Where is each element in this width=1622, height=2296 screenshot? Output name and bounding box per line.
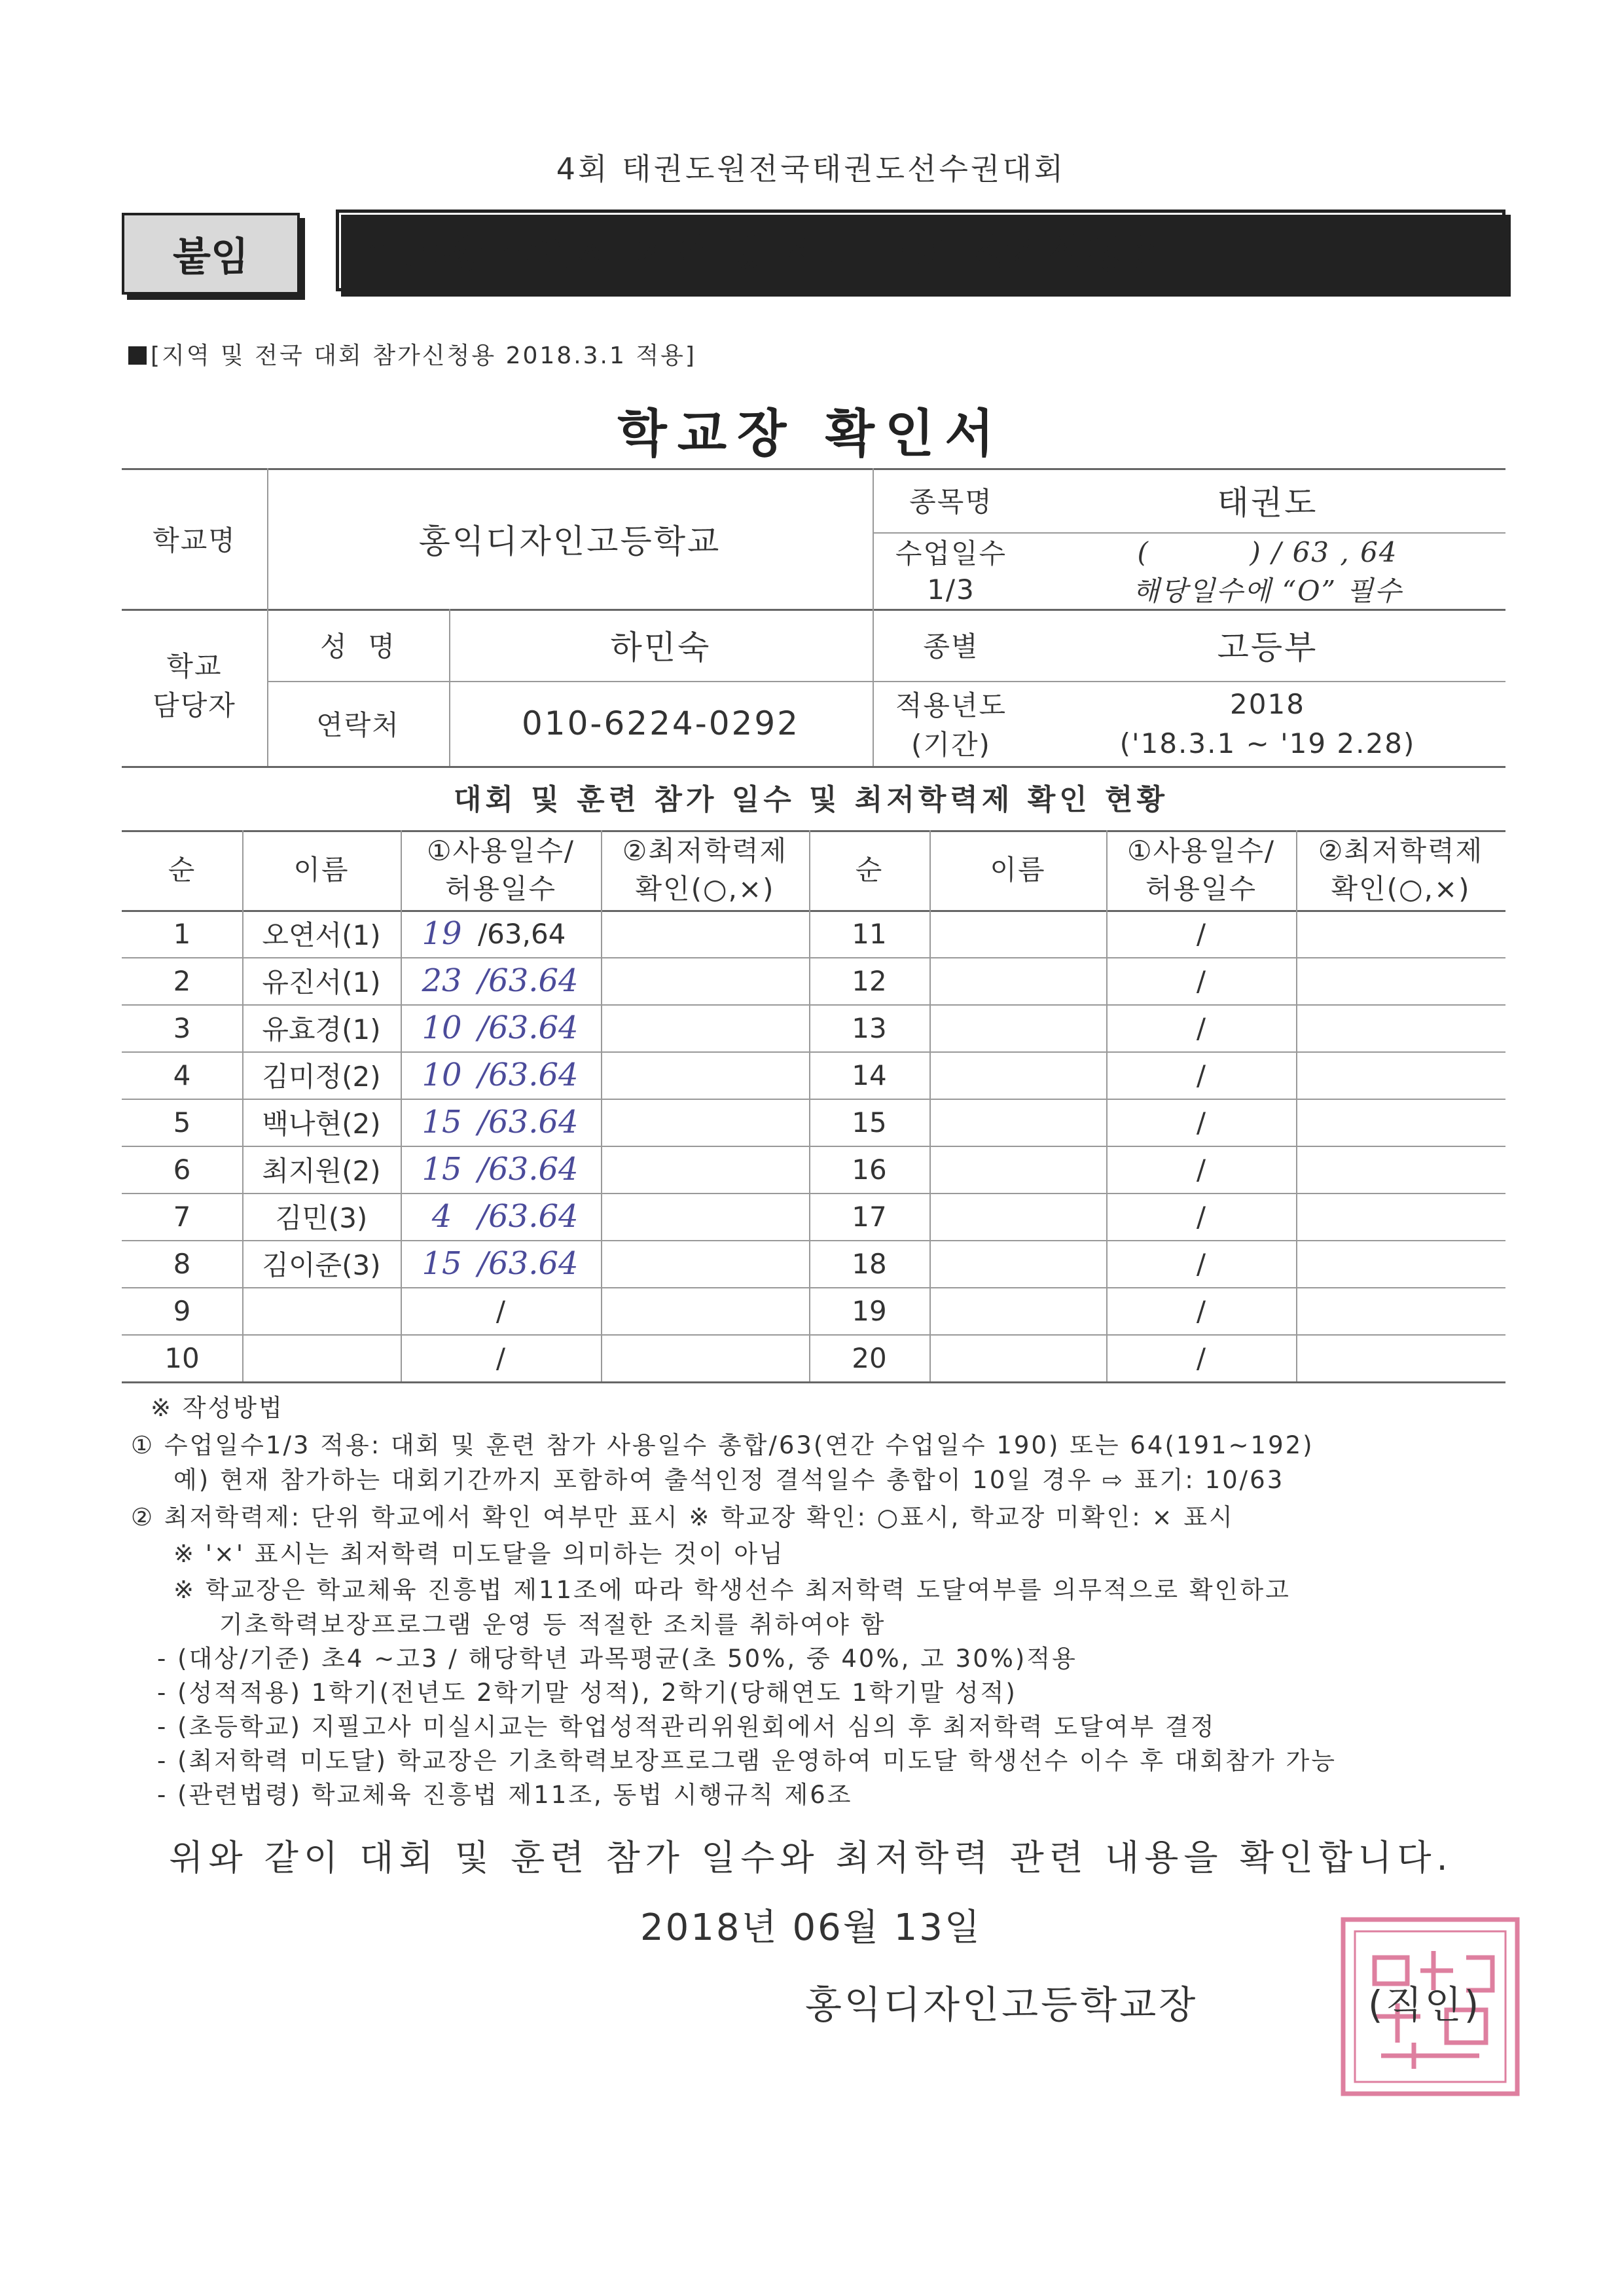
row-allowed-days: /63.64 [478, 1057, 579, 1093]
days-label-fraction: 1/3 [927, 573, 975, 606]
instruction-line: - (성적적용) 1학기(전년도 2학기말 성적), 2학기(당해연도 1학기말 성적) [157, 1679, 1017, 1707]
row-allowed-days-right: / [1196, 917, 1206, 950]
row-used-days: 19 [422, 915, 462, 952]
row-allowed-days-right: / [1196, 964, 1206, 997]
days-note: 해당일수에 “O” 필수 [1132, 575, 1403, 607]
row-used-days: 10 [422, 1010, 462, 1046]
header-min-academic-right: ②최저학력제 [1318, 835, 1484, 867]
row-no: 7 [173, 1200, 191, 1233]
header-no: 순 [168, 854, 196, 886]
type-value: 고등부 [1217, 629, 1318, 666]
row-name: 오연서(1) [262, 919, 381, 951]
row-no-right: 11 [852, 917, 887, 950]
days-value: ( ) / 63 , 64 [1137, 536, 1398, 568]
days-label: 수업일수 [895, 538, 1007, 570]
header-confirm: 확인(○,×) [635, 873, 775, 905]
row-no-right: 15 [852, 1106, 887, 1139]
school-name: 홍익디자인고등학교 [418, 522, 721, 560]
issue-date: 2018년 06월 13일 [640, 1906, 982, 1949]
staff-label-2: 담당자 [153, 689, 236, 721]
principal-name: 홍익디자인고등학교장 [805, 1982, 1198, 2027]
instruction-line: - (최저학력 미도달) 학교장은 기초학력보장프로그램 운영하여 미도달 학생선수 이수 후 대회참가 가능 [157, 1747, 1337, 1775]
header-allowed-days: 허용일수 [444, 873, 557, 905]
row-no-right: 16 [852, 1153, 887, 1186]
instruction-line: - (대상/기준) 초4 ~고3 / 해당학년 과목평균(초 50%, 중 40%, 고 30%)적용 [157, 1645, 1077, 1673]
row-name: 김이준(3) [262, 1249, 381, 1281]
instruction-line: ② 최저학력제: 단위 학교에서 확인 여부만 표시 ※ 학교장 확인: ○표시, 학교장 미확인: × 표시 [131, 1503, 1235, 1531]
confirm-statement: 위와 같이 대회 및 훈련 참가 일수와 최저학력 관련 내용을 확인합니다. [169, 1837, 1453, 1878]
year-label-2: (기간) [911, 729, 991, 761]
instruction-heading: ※ 작성방법 [151, 1394, 284, 1422]
row-used-days: 4 [431, 1198, 452, 1235]
row-no-right: 20 [852, 1341, 887, 1374]
row-no: 2 [173, 964, 191, 997]
row-no: 10 [164, 1341, 200, 1374]
instruction-line: 예) 현재 참가하는 대회기간까지 포함하여 출석인정 결석일수 총합이 10일 경우 ⇨ 표기: 10/63 [173, 1466, 1285, 1494]
row-no: 9 [173, 1294, 191, 1327]
row-name: 유진서(1) [262, 966, 381, 998]
row-allowed-days-right: / [1196, 1247, 1206, 1280]
row-used-days: 15 [422, 1104, 462, 1140]
row-allowed-days-right: / [1196, 1200, 1206, 1233]
document-title: 학교장 확인서 [617, 405, 1005, 464]
row-allowed-days: /63.64 [478, 1104, 579, 1140]
name-value: 하민숙 [610, 629, 712, 666]
row-used-days: 15 [422, 1245, 462, 1282]
instruction-line: - (관련법령) 학교체육 진흥법 제11조, 동법 시행규칙 제6조 [157, 1781, 853, 1809]
instruction-line: ① 수업일수1/3 적용: 대회 및 훈련 참가 사용일수 총합/63(연간 수업일수 190) 또는 64(191~192) [131, 1431, 1314, 1459]
row-name: 유효경(1) [262, 1013, 381, 1046]
row-allowed-days-right: / [1196, 1011, 1206, 1044]
seal-label: (직인) [1368, 1982, 1482, 2027]
header-no-right: 순 [855, 854, 884, 886]
row-allowed-days: /63.64 [478, 1151, 579, 1188]
row-allowed-days: / [496, 1294, 506, 1327]
header-name: 이름 [293, 854, 350, 886]
attachment-label: 붙임 [122, 213, 300, 295]
row-no: 6 [173, 1153, 191, 1186]
header-confirm-right: 확인(○,×) [1331, 873, 1471, 905]
row-name: 김미정(2) [262, 1061, 381, 1093]
header-name-right: 이름 [990, 854, 1046, 886]
year-label: 적용년도 [895, 689, 1007, 721]
row-allowed-days-right: / [1196, 1341, 1206, 1374]
instruction-line: 기초학력보장프로그램 운영 등 적절한 조치를 취하여야 함 [219, 1611, 886, 1639]
row-used-days: 15 [422, 1151, 462, 1188]
row-allowed-days-right: / [1196, 1059, 1206, 1091]
event-title: 4회 태권도원전국태권도선수권대회 [556, 151, 1066, 187]
row-name: 백나현(2) [262, 1108, 381, 1140]
row-allowed-days-right: / [1196, 1106, 1206, 1139]
row-no: 8 [173, 1247, 191, 1280]
row-no-right: 19 [852, 1294, 887, 1327]
contact-label: 연락처 [316, 709, 400, 741]
section-title: 대회 및 훈련 참가 일수 및 최저학력제 확인 현황 [453, 783, 1169, 816]
event-label: 종목명 [909, 486, 993, 518]
contact-value: 010-6224-0292 [521, 704, 800, 742]
row-allowed-days: /63.64 [478, 962, 579, 999]
instruction-line: ※ 학교장은 학교체육 진흥법 제11조에 따라 학생선수 최저학력 도달여부를 의무적으로 확인하고 [173, 1576, 1291, 1604]
row-no-right: 14 [852, 1059, 887, 1091]
header-used-days-right: ①사용일수/ [1126, 835, 1276, 867]
row-no-right: 17 [852, 1200, 887, 1233]
row-name: 최지원(2) [262, 1155, 381, 1187]
row-allowed-days-right: / [1196, 1294, 1206, 1327]
header-allowed-days-right: 허용일수 [1145, 873, 1257, 905]
row-allowed-days-right: / [1196, 1153, 1206, 1186]
square-bullet-icon [128, 346, 147, 365]
instruction-line: - (초등학교) 지필고사 미실시교는 학업성적관리위원회에서 심의 후 최저학력 도달여부 결정 [157, 1713, 1216, 1741]
year-value: 2018 [1230, 687, 1305, 720]
row-no: 1 [173, 917, 191, 950]
row-allowed-days: /63,64 [478, 917, 566, 950]
row-name: 김민(3) [275, 1202, 368, 1234]
row-no-right: 12 [852, 964, 887, 997]
staff-label: 학교 [166, 650, 223, 682]
row-no: 4 [173, 1059, 191, 1091]
row-allowed-days: /63.64 [478, 1198, 579, 1235]
row-allowed-days: / [496, 1341, 506, 1374]
header-min-academic: ②최저학력제 [622, 835, 788, 867]
row-no-right: 18 [852, 1247, 887, 1280]
instruction-line: ※ '×' 표시는 최저학력 미도달을 의미하는 것이 아님 [173, 1540, 785, 1568]
header-title: 학교장 확인서[지역 및 전국 대회 참가신청용] [336, 210, 1505, 291]
row-no-right: 13 [852, 1011, 887, 1044]
event-value: 태권도 [1217, 484, 1318, 522]
row-used-days: 23 [422, 962, 462, 999]
row-allowed-days: /63.64 [478, 1010, 579, 1046]
name-label: 성 명 [320, 630, 396, 663]
type-label: 종별 [923, 630, 979, 663]
header-used-days: ①사용일수/ [426, 835, 575, 867]
row-used-days: 10 [422, 1057, 462, 1093]
row-allowed-days: /63.64 [478, 1245, 579, 1282]
period-value: ('18.3.1 ~ '19 2.28) [1119, 727, 1416, 759]
notice-text: [지역 및 전국 대회 참가신청용 2018.3.1 적용] [151, 342, 696, 369]
notice [128, 337, 696, 371]
row-no: 5 [173, 1106, 191, 1139]
row-no: 3 [173, 1011, 191, 1044]
school-name-label: 학교명 [153, 524, 236, 556]
